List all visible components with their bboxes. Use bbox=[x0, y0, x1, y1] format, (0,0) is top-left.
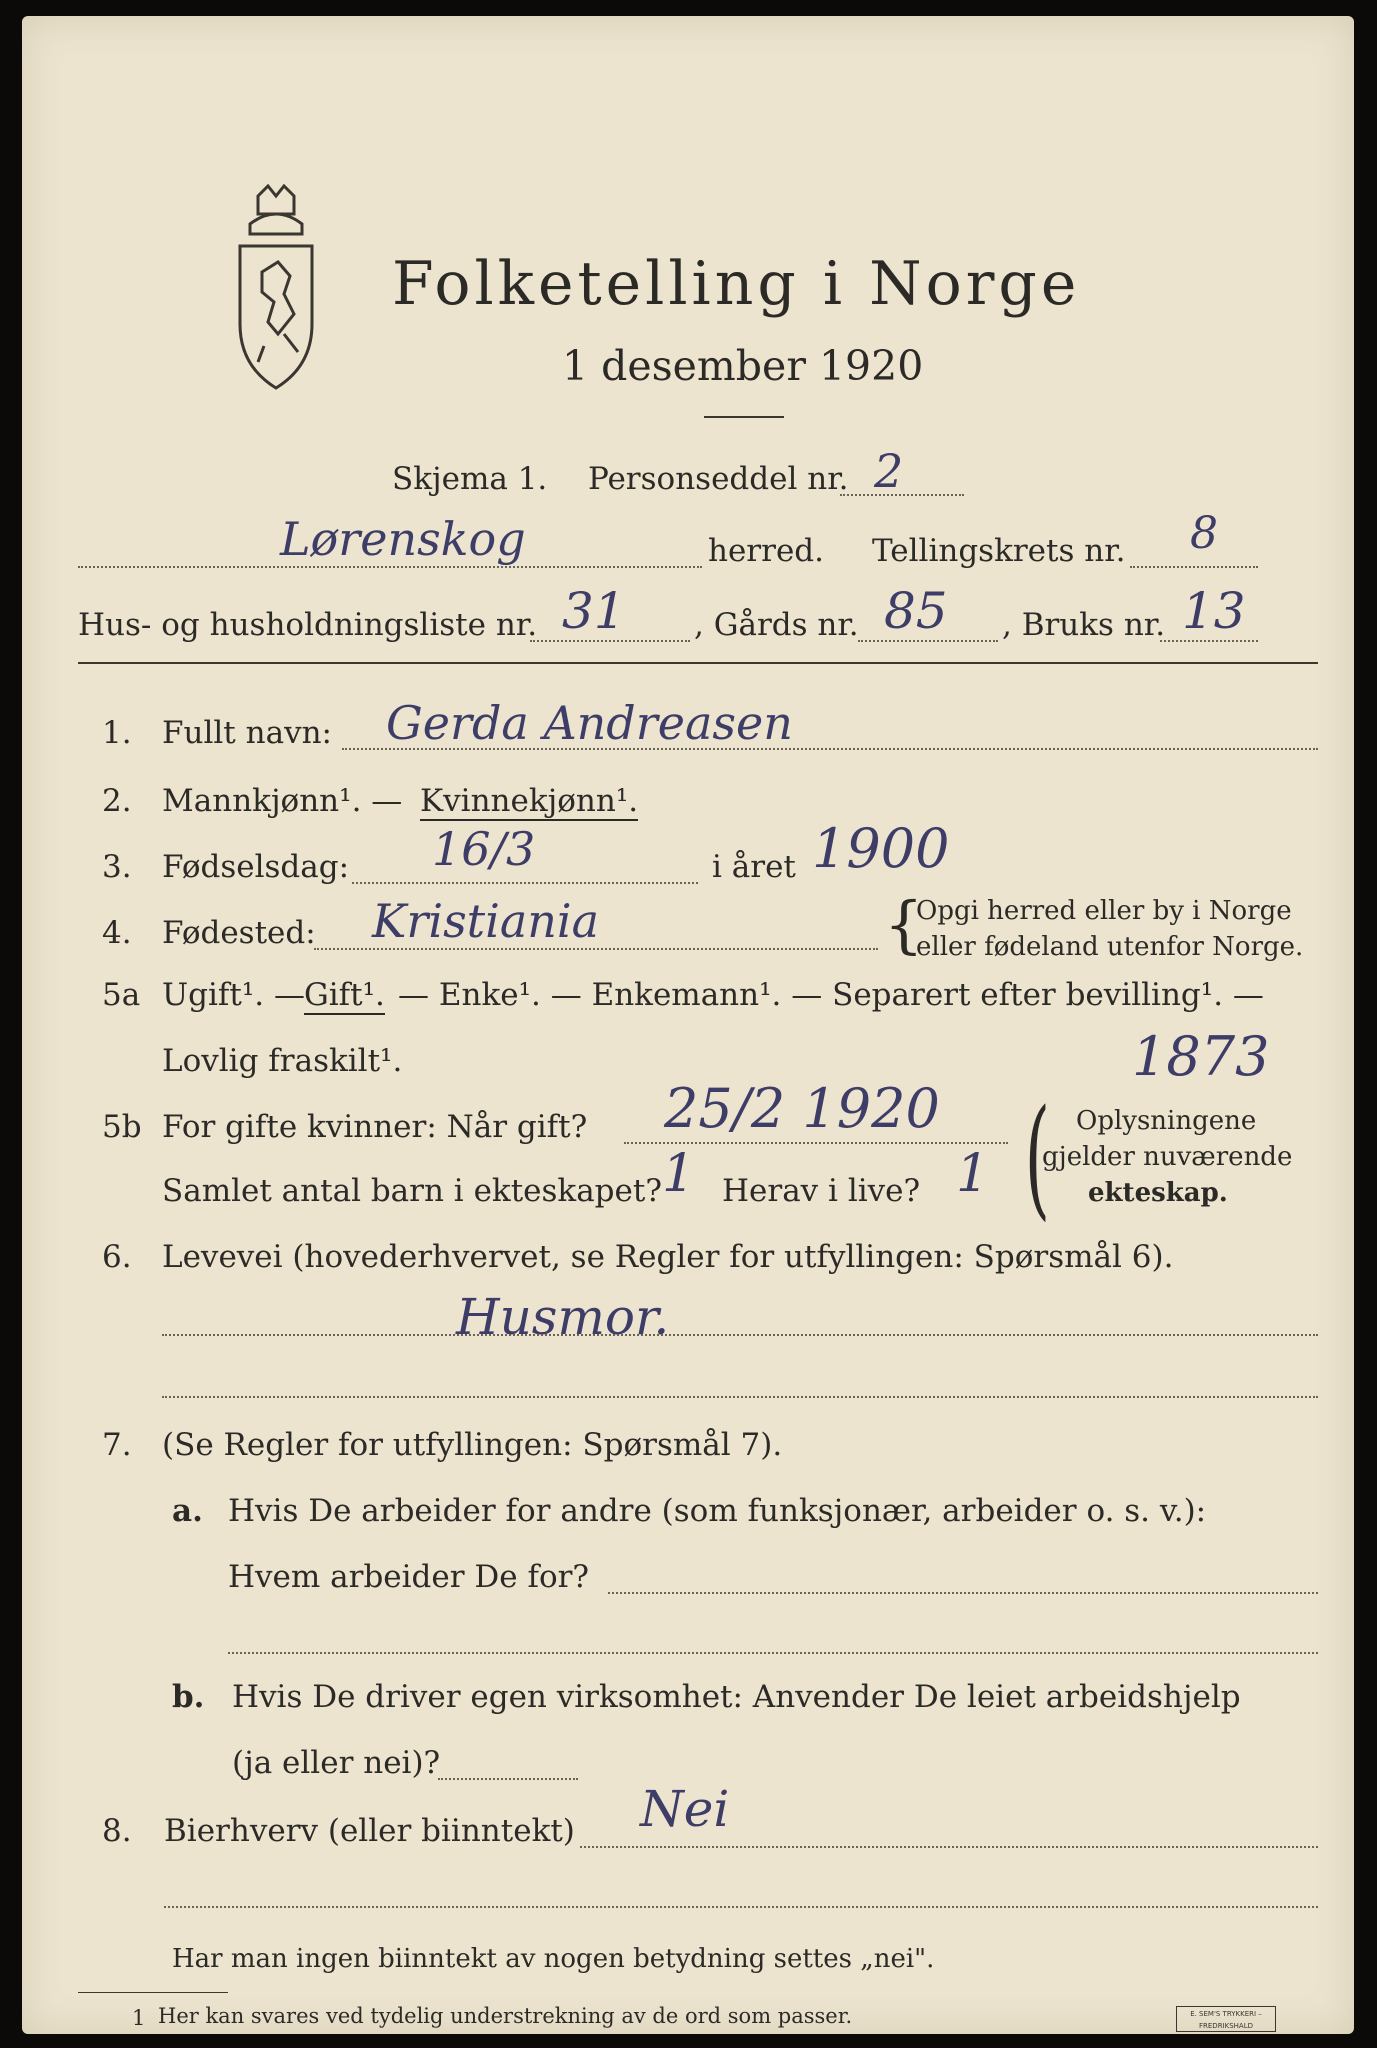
q7-number: 7. bbox=[102, 1427, 132, 1463]
q5a-gift-underlined: Gift¹. bbox=[304, 977, 385, 1013]
q3-year-label: i året bbox=[712, 849, 796, 885]
schema-label: Skjema 1. bbox=[392, 461, 548, 497]
bruks-value: 13 bbox=[1182, 582, 1246, 640]
q7b-text: Hvis De driver egen virksomhet: Anvender De leiet arbeidshjelp bbox=[232, 1679, 1241, 1715]
q3-dots bbox=[352, 882, 698, 884]
q5b-children-value: 1 bbox=[662, 1144, 696, 1204]
herred-dots bbox=[78, 566, 702, 568]
q4-value: Kristiania bbox=[372, 894, 600, 948]
q6-dots-1 bbox=[162, 1334, 1318, 1336]
q7a-letter: a. bbox=[172, 1493, 203, 1529]
q8-dots-2 bbox=[164, 1906, 1318, 1908]
q7b-dots bbox=[438, 1778, 578, 1780]
q4-number: 4. bbox=[102, 915, 132, 951]
herred-label: herred. bbox=[708, 533, 824, 569]
q7a-question: Hvem arbeider De for? bbox=[228, 1559, 590, 1595]
q3-value: 16/3 bbox=[432, 822, 536, 876]
q7b-letter: b. bbox=[172, 1679, 205, 1715]
q8-value: Nei bbox=[640, 1780, 730, 1838]
q5a-line2: Lovlig fraskilt¹. bbox=[162, 1043, 403, 1079]
q6-value: Husmor. bbox=[456, 1288, 670, 1346]
q1-value: Gerda Andreasen bbox=[386, 696, 793, 750]
q5a-number: 5a bbox=[102, 977, 141, 1013]
q5b-note-line1: Oplysningene bbox=[1076, 1106, 1257, 1136]
gards-value: 85 bbox=[884, 582, 948, 640]
q6-number: 6. bbox=[102, 1239, 132, 1275]
q4-note-brace: { bbox=[884, 888, 924, 961]
tellingskrets-dots bbox=[1130, 566, 1258, 568]
q7a-dots-2 bbox=[228, 1652, 1318, 1654]
census-form-sheet bbox=[22, 16, 1354, 2034]
q3-number: 3. bbox=[102, 849, 132, 885]
q1-label: Fullt navn: bbox=[162, 715, 332, 751]
tellingskrets-label: Tellingskrets nr. bbox=[872, 533, 1126, 569]
q7a-text: Hvis De arbeider for andre (som funksjonær, arbeider o. s. v.): bbox=[228, 1493, 1207, 1529]
q5b-note-line3: ekteskap. bbox=[1088, 1178, 1228, 1208]
personseddel-label: Personseddel nr. bbox=[588, 461, 849, 497]
q8-dots-1 bbox=[580, 1846, 1318, 1848]
q5b-note-line2: gjelder nuværende bbox=[1042, 1142, 1293, 1172]
husholdning-value: 31 bbox=[562, 582, 626, 640]
q6-dots-2 bbox=[162, 1396, 1318, 1398]
printer-stamp: E. SEM'S TRYKKERI – FREDRIKSHALD bbox=[1176, 2006, 1276, 2032]
tellingskrets-value: 8 bbox=[1190, 508, 1218, 559]
q4-note-line2: eller fødeland utenfor Norge. bbox=[916, 932, 1304, 962]
husholdning-dots bbox=[530, 640, 690, 642]
q8-number: 8. bbox=[102, 1813, 132, 1849]
q4-label: Fødested: bbox=[162, 915, 316, 951]
footnote-number: 1 bbox=[132, 2006, 146, 2030]
q7-label: (Se Regler for utfyllingen: Spørsmål 7). bbox=[162, 1427, 783, 1463]
q6-label: Levevei (hovederhvervet, se Regler for utfyllingen: Spørsmål 6). bbox=[162, 1239, 1174, 1275]
footnote-text: Her kan svares ved tydelig understrekning av de ord som passer. bbox=[158, 2004, 853, 2028]
q5b-number: 5b bbox=[102, 1109, 142, 1145]
footnote-divider bbox=[78, 1992, 228, 1993]
q2-number: 2. bbox=[102, 783, 132, 819]
q4-dots bbox=[314, 948, 878, 950]
bruks-label: , Bruks nr. bbox=[1002, 607, 1166, 643]
bruks-dots bbox=[1160, 640, 1258, 642]
title-divider bbox=[704, 416, 784, 418]
gards-dots bbox=[858, 640, 998, 642]
q5b-extra-year: 1873 bbox=[1132, 1025, 1270, 1088]
q5b-label: For gifte kvinner: Når gift? bbox=[162, 1109, 588, 1145]
footer-note: Har man ingen biinntekt av nogen betydning settes „nei". bbox=[172, 1944, 935, 1974]
q1-number: 1. bbox=[102, 715, 132, 751]
personseddel-value: 2 bbox=[874, 444, 904, 498]
q7b-question: (ja eller nei)? bbox=[232, 1745, 441, 1781]
q4-note-line1: Opgi herred eller by i Norge bbox=[916, 896, 1292, 926]
q3-year-value: 1900 bbox=[812, 817, 950, 880]
q5b-children-label: Samlet antal barn i ekteskapet? bbox=[162, 1173, 662, 1209]
form-date: 1 desember 1920 bbox=[562, 342, 924, 390]
q5a-other-options: — Enke¹. — Enkemann¹. — Separert efter bevilling¹. — bbox=[398, 977, 1264, 1013]
q8-label: Bierhverv (eller biinntekt) bbox=[164, 1813, 575, 1849]
q5b-alive-label: Herav i live? bbox=[722, 1173, 921, 1209]
q5b-note-brace: ( bbox=[1024, 1081, 1051, 1233]
q2-label-female-underlined: Kvinnekjønn¹. bbox=[420, 783, 639, 819]
gards-label: , Gårds nr. bbox=[694, 607, 859, 643]
header-divider bbox=[78, 662, 1318, 664]
norwegian-coat-of-arms-icon bbox=[228, 184, 324, 394]
herred-value: Lørenskog bbox=[280, 512, 526, 566]
q2-label-male: Mannkjønn¹. — bbox=[162, 783, 403, 819]
q5b-value: 25/2 1920 bbox=[664, 1077, 940, 1140]
form-title: Folketelling i Norge bbox=[392, 249, 1081, 319]
q5a-ugift: Ugift¹. — bbox=[162, 977, 305, 1013]
husholdning-label: Hus- og husholdningsliste nr. bbox=[78, 607, 538, 643]
q5b-alive-value: 1 bbox=[956, 1144, 990, 1204]
q3-label: Fødselsdag: bbox=[162, 849, 350, 885]
q7a-dots-1 bbox=[608, 1592, 1318, 1594]
